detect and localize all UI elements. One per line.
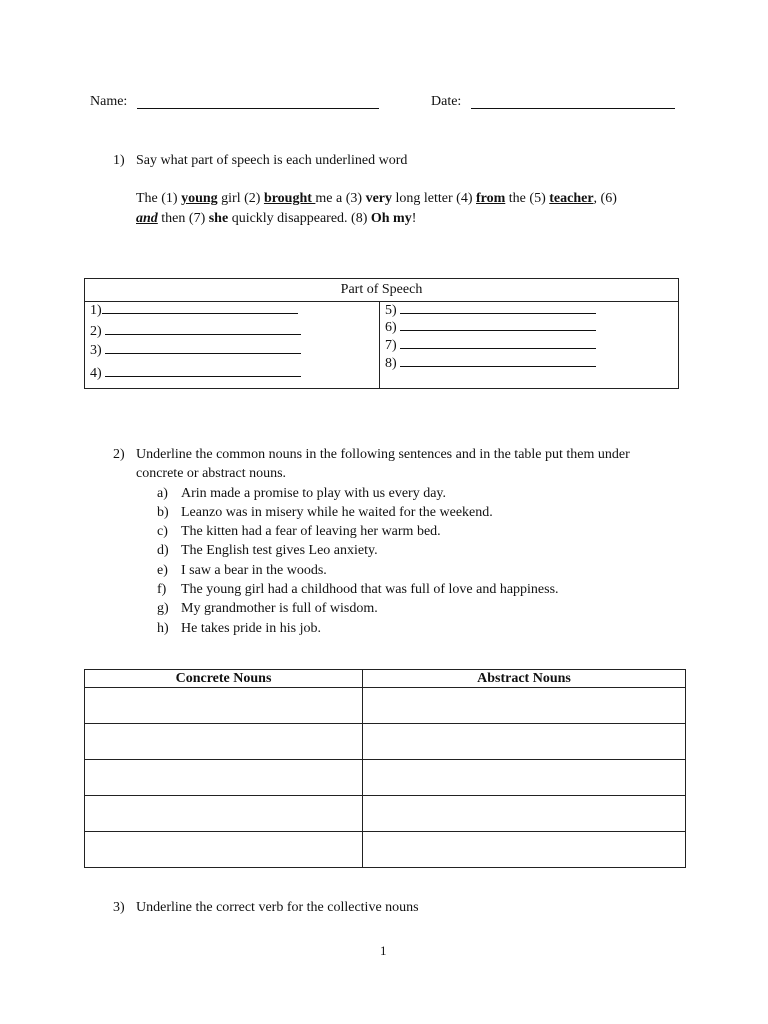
slot-label: 3) <box>90 343 102 358</box>
item-letter: g) <box>157 601 169 616</box>
name-field[interactable] <box>137 108 379 109</box>
item-text: He takes pride in his job. <box>181 621 321 636</box>
pos-right-cell <box>380 302 679 389</box>
item-text: The English test gives Leo anxiety. <box>181 543 378 558</box>
item-text: The kitten had a fear of leaving her warm bed. <box>181 524 441 539</box>
answer-slot-5[interactable] <box>385 303 596 319</box>
item-text: Leanzo was in misery while he waited for the weekend. <box>181 505 493 520</box>
item-letter: f) <box>157 582 167 597</box>
abstract-cell[interactable] <box>363 760 686 796</box>
answer-line[interactable] <box>400 303 596 314</box>
sentence-text: girl (2) <box>217 191 264 206</box>
item-text: My grandmother is full of wisdom. <box>181 601 378 616</box>
item-text: The young girl had a childhood that was full of love and happiness. <box>181 582 559 597</box>
slot-label: 5) <box>385 303 397 318</box>
bold-word-8: Oh my <box>370 211 412 226</box>
answer-slot-2[interactable] <box>90 324 301 340</box>
part-of-speech-table <box>84 278 679 389</box>
concrete-cell[interactable] <box>85 688 363 724</box>
list-item <box>157 601 378 617</box>
abstract-cell[interactable] <box>363 688 686 724</box>
table-row <box>85 724 686 760</box>
date-label: Date: <box>431 94 462 109</box>
date-field[interactable] <box>471 108 675 109</box>
answer-line[interactable] <box>105 324 301 335</box>
q3-number: 3) <box>113 900 125 915</box>
item-text: Arin made a promise to play with us every day. <box>181 486 447 501</box>
list-item <box>157 582 559 598</box>
pos-left-cell <box>85 302 380 389</box>
table-row <box>85 688 686 724</box>
sentence-text: me a (3) <box>315 191 366 206</box>
answer-slot-8[interactable] <box>385 356 596 372</box>
sentence-text: quickly disappeared. (8) <box>228 211 371 226</box>
sentence-text: , (6) <box>593 191 617 206</box>
sentence-text: long letter (4) <box>392 191 476 206</box>
underlined-word-5: teacher <box>549 191 594 206</box>
slot-label: 7) <box>385 338 397 353</box>
underlined-word-1: young <box>181 191 218 206</box>
q1-number: 1) <box>113 153 125 168</box>
list-item <box>157 563 327 579</box>
bold-word-7: she <box>208 211 229 226</box>
slot-label: 8) <box>385 356 397 371</box>
item-letter: d) <box>157 543 169 558</box>
item-letter: c) <box>157 524 168 539</box>
sentence-text: then (7) <box>157 211 209 226</box>
concrete-nouns-header: Concrete Nouns <box>85 670 363 688</box>
q2-prompt-line2: concrete or abstract nouns. <box>136 466 287 481</box>
abstract-cell[interactable] <box>363 832 686 868</box>
abstract-cell[interactable] <box>363 796 686 832</box>
item-letter: e) <box>157 563 168 578</box>
name-label: Name: <box>90 94 128 109</box>
q1-prompt: Say what part of speech is each underlined word <box>136 153 408 168</box>
q2-prompt-line1: Underline the common nouns in the following sentences and in the table put them under <box>136 447 630 462</box>
q3-prompt: Underline the correct verb for the collective nouns <box>136 900 419 915</box>
answer-line[interactable] <box>400 338 596 349</box>
sentence-text: ! <box>411 211 417 226</box>
concrete-cell[interactable] <box>85 724 363 760</box>
item-text: I saw a bear in the woods. <box>181 563 327 578</box>
answer-slot-7[interactable] <box>385 338 596 354</box>
concrete-cell[interactable] <box>85 796 363 832</box>
answer-line[interactable] <box>105 366 301 377</box>
item-letter: h) <box>157 621 169 636</box>
slot-label: 2) <box>90 324 102 339</box>
item-letter: a) <box>157 486 168 501</box>
slot-label: 6) <box>385 320 397 335</box>
answer-slot-4[interactable] <box>90 366 301 382</box>
list-item <box>157 505 493 521</box>
q1-sentence-line1 <box>136 191 617 207</box>
table-row <box>85 760 686 796</box>
answer-line[interactable] <box>400 356 596 367</box>
slot-label: 1) <box>90 303 102 318</box>
bold-word-3: very <box>365 191 393 206</box>
answer-line[interactable] <box>105 343 301 354</box>
list-item <box>157 486 446 502</box>
list-item <box>157 524 441 540</box>
list-item <box>157 543 378 559</box>
part-of-speech-header: Part of Speech <box>85 279 679 302</box>
abstract-cell[interactable] <box>363 724 686 760</box>
underlined-word-2: brought <box>263 191 316 206</box>
page-number: 1 <box>380 943 387 958</box>
q1-sentence-line2 <box>136 211 416 227</box>
answer-line[interactable] <box>400 320 596 331</box>
slot-label: 4) <box>90 366 102 381</box>
item-letter: b) <box>157 505 169 520</box>
answer-line[interactable] <box>102 303 298 314</box>
answer-slot-1[interactable] <box>90 303 298 319</box>
table-row <box>85 796 686 832</box>
answer-slot-3[interactable] <box>90 343 301 359</box>
concrete-cell[interactable] <box>85 760 363 796</box>
q2-number: 2) <box>113 447 125 462</box>
abstract-nouns-header: Abstract Nouns <box>363 670 686 688</box>
underlined-word-4: from <box>476 191 506 206</box>
table-row <box>85 832 686 868</box>
concrete-cell[interactable] <box>85 832 363 868</box>
noun-table <box>84 669 686 868</box>
answer-slot-6[interactable] <box>385 320 596 336</box>
sentence-text: The (1) <box>136 191 182 206</box>
underlined-word-6: and <box>136 211 158 226</box>
list-item <box>157 621 321 637</box>
sentence-text: the (5) <box>505 191 550 206</box>
